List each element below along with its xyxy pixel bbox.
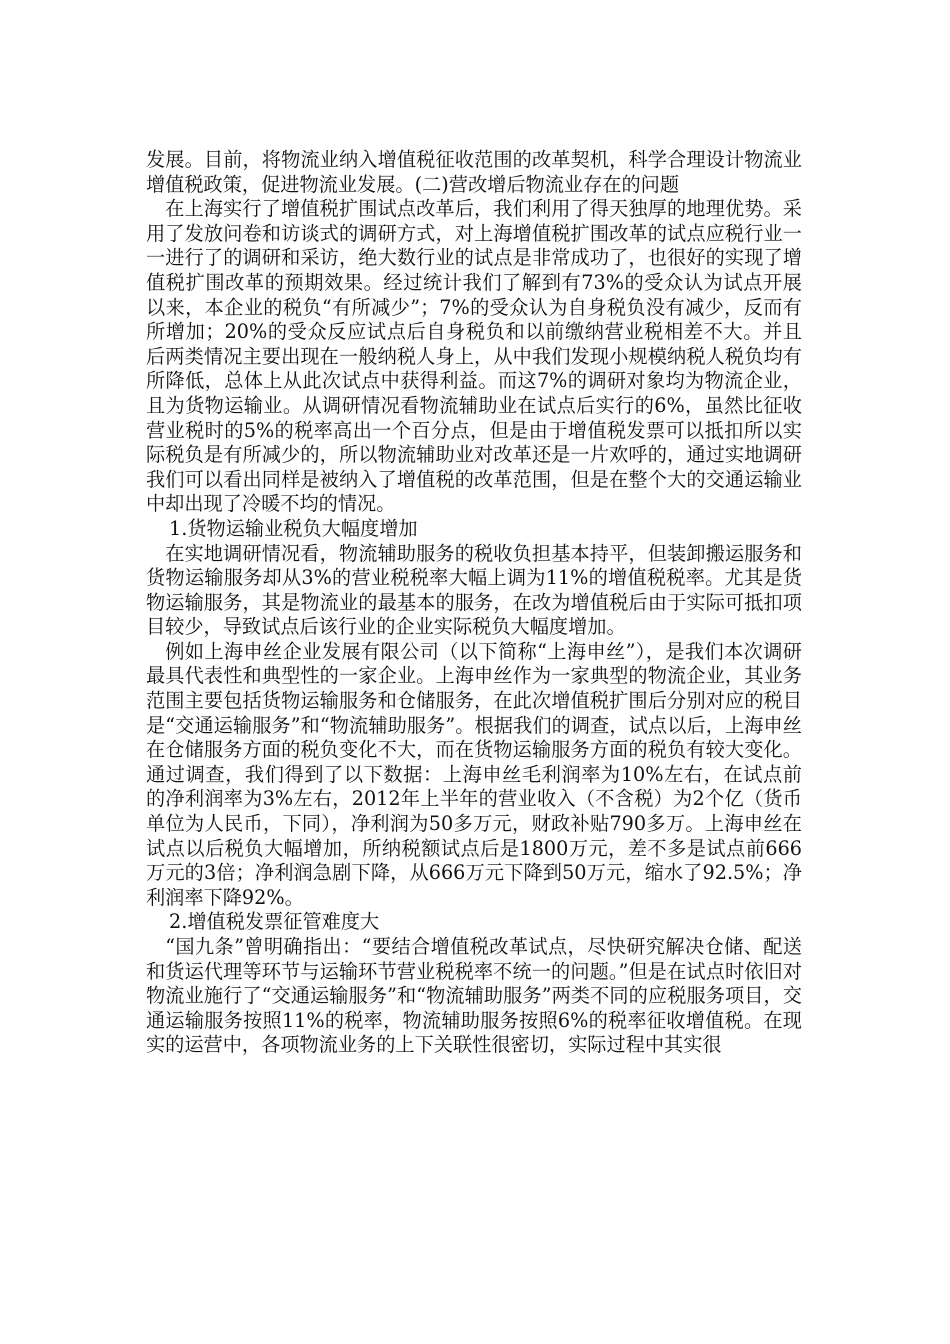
document-page <box>146 148 802 1058</box>
paragraph-freight-tax: 在实地调研情况看，物流辅助服务的税收负担基本持平，但装卸搬运服务和货物运输服务却从3%的营业税税率大幅上调为11%的增值税税率。尤其是货物运输服务，其是物流业的最基本的服务，在改为增值税后由于实际可抵扣项目较少，导致试点后该行业的企业实际税负大幅度增加。 <box>146 541 802 639</box>
paragraph-case-study: 例如上海申丝企业发展有限公司（以下简称“上海申丝”），是我们本次调研最具代表性和典型性的一家企业。上海申丝作为一家典型的物流企业，其业务范围主要包括货物运输服务和仓储服务，在此次增值税扩围后分别对应的税目是“交通运输服务”和“物流辅助服务”。根据我们的调查，试点以后，上海申丝在仓储服务方面的税负变化不大，而在货物运输服务方面的税负有较大变化。通过调查，我们得到了以下数据：上海申丝毛利润率为10%左右，在试点前的净利润率为3%左右，2012年上半年的营业收入（不含税）为2个亿（货币单位为人民币，下同），净利润为50多万元，财政补贴790多万。上海申丝在试点以后税负大幅增加，所纳税额试点后是1800万元，差不多是试点前666万元的3倍；净利润急剧下降，从666万元下降到50万元，缩水了92.5%；净利润率下降92%。 <box>146 639 802 909</box>
paragraph-invoice: “国九条”曾明确指出：“要结合增值税改革试点，尽快研究解决仓储、配送和货运代理等环节与运输环节营业税税率不统一的问题。”但是在试点时依旧对物流业施行了“交通运输服务”和“物流辅助服务”两类不同的应税服务项目，交通运输服务按照11%的税率，物流辅助服务按照6%的税率征收增值税。在现实的运营中，各项物流业务的上下关联性很密切，实际过程中其实很 <box>146 935 802 1057</box>
paragraph-survey: 在上海实行了增值税扩围试点改革后，我们利用了得天独厚的地理优势。采用了发放问卷和访谈式的调研方式，对上海增值税扩围改革的试点应税行业一一进行了的调研和采访，绝大数行业的试点是非常成功了，也很好的实现了增值税扩围改革的预期效果。经过统计我们了解到有73%的受众认为试点开展以来，本企业的税负“有所减少”；7%的受众认为自身税负没有减少，反而有所增加；20%的受众反应试点后自身税负和以前缴纳营业税相差不大。并且后两类情况主要出现在一般纳税人身上，从中我们发现小规模纳税人税负均有所降低，总体上从此次试点中获得利益。而这7%的调研对象均为物流企业，且为货物运输业。从调研情况看物流辅助业在试点后实行的6%，虽然比征收营业税时的5%的税率高出一个百分点，但是由于增值税发票可以抵扣所以实际税负是有所减少的，所以物流辅助业对改革还是一片欢呼的，通过实地调研我们可以看出同样是被纳入了增值税的改革范围，但是在整个大的交通运输业中却出现了冷暖不均的情况。 <box>146 197 802 516</box>
paragraph-intro: 发展。目前，将物流业纳入增值税征收范围的改革契机，科学合理设计物流业增值税政策，促进物流业发展。(二)营改增后物流业存在的问题 <box>146 148 802 196</box>
section-heading-2: 2.增值税发票征管难度大 <box>169 910 380 934</box>
section-heading-1: 1.货物运输业税负大幅度增加 <box>169 516 418 540</box>
